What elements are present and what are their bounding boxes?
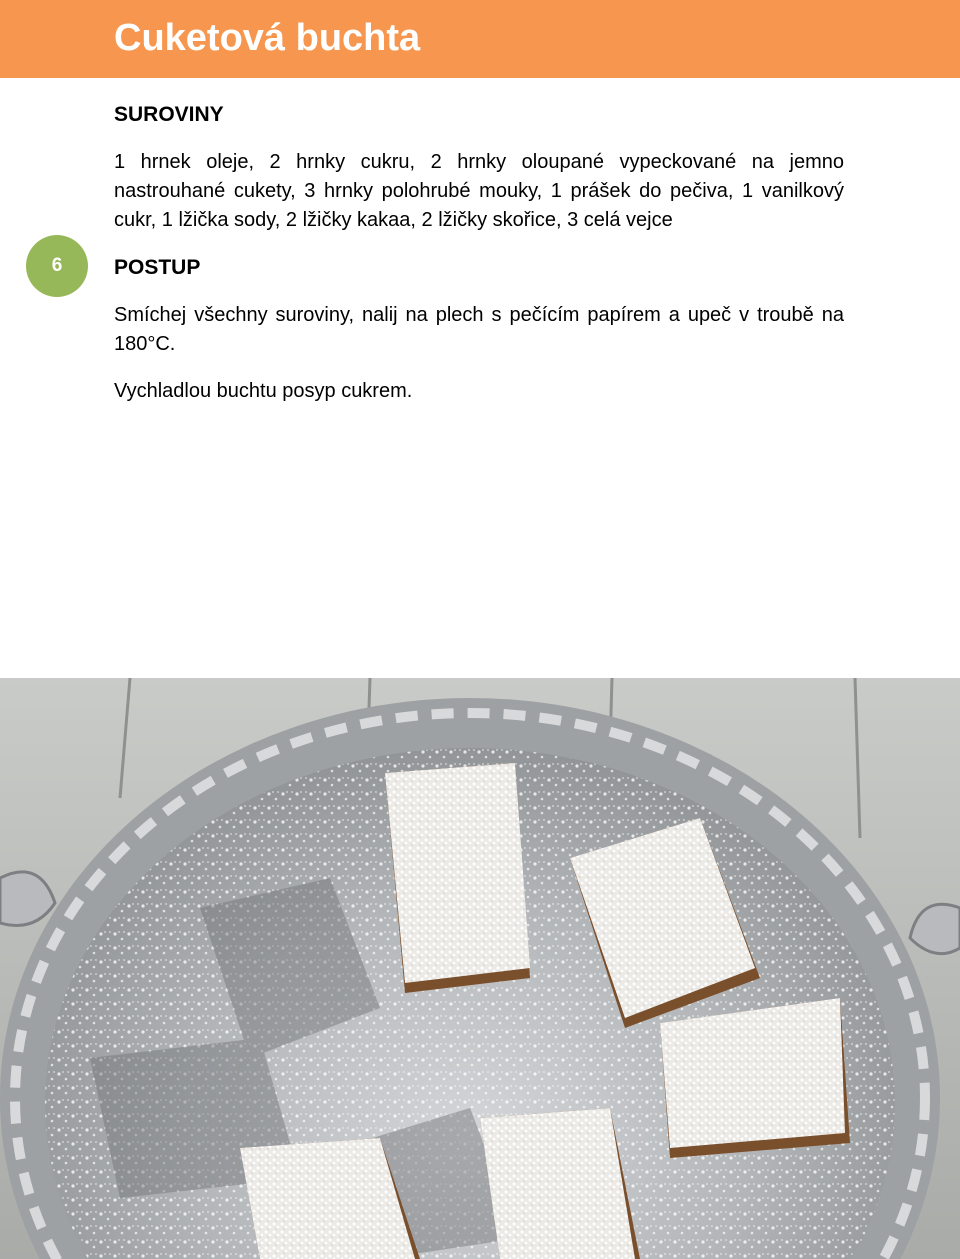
page-number-badge: 6 [26,235,88,297]
procedure-heading: POSTUP [114,256,201,279]
procedure-step-1: Smíchej všechny suroviny, nalij na plech s pečícím papírem a upeč v troubě na 180°C. [114,304,844,355]
cake-on-tray-illustration [0,678,960,1259]
page-title: Cuketová buchta [114,17,421,59]
header-band [0,0,960,78]
ingredients-text: 1 hrnek oleje, 2 hrnky cukru, 2 hrnky oloupané vypeckované na jemno nastrouhané cukety, 3 hrnky polohrubé mouky, 1 prášek do pečiva, 1 vanilkový cukr, 1 lžička sody, 2 lžičky kakaa, 2 lžičky skořice, 3 celá vejce [114,151,844,231]
procedure-step-2: Vychladlou buchtu posyp cukrem. [114,380,413,402]
ingredients-heading: SUROVINY [114,103,224,126]
recipe-content [114,100,844,406]
recipe-photo [0,678,960,1259]
